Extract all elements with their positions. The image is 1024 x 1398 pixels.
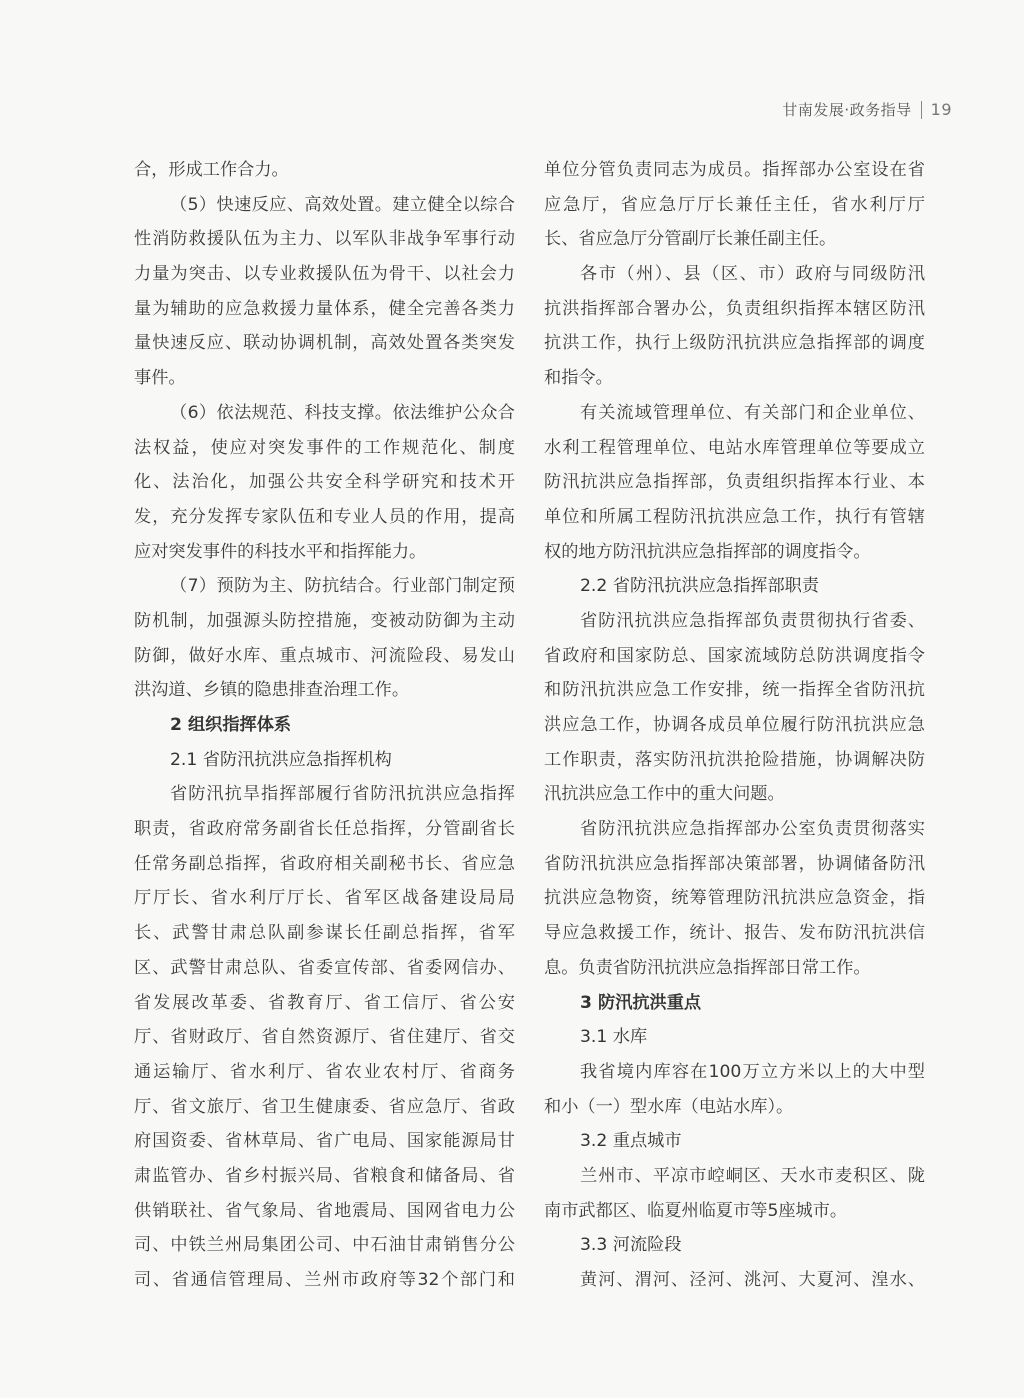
text-line: 有关流域管理单位、有关部门和企业单位、: [580, 402, 925, 423]
text-line: 防御，做好水库、重点城市、河流险段、易发山: [134, 645, 515, 666]
text-line: 职责，省政府常务副省长任总指挥，分管副省长: [134, 819, 515, 840]
header-divider: [921, 101, 922, 119]
text-line: 省防汛抗旱指挥部履行省防汛抗洪应急指挥: [170, 784, 515, 805]
text-line: 汛抗洪应急工作中的重大问题。: [544, 784, 785, 805]
text-line: 厅厅长、省水利厅厅长、省军区战备建设局局: [134, 888, 515, 909]
text-line: 量为辅助的应急救援力量体系，健全完善各类力: [134, 298, 515, 319]
text-line: 我省境内库容在100万立方米以上的大中型: [580, 1061, 925, 1082]
page-number: 19: [930, 100, 952, 119]
text-line: 化、法治化，加强公共安全科学研究和技术开: [134, 472, 515, 493]
text-line: 厅、省文旅厅、省卫生健康委、省应急厅、省政: [134, 1096, 515, 1117]
left-column: [134, 153, 515, 1298]
text-line: 工作职责，落实防汛抗洪抢险措施，协调解决防: [544, 749, 925, 770]
text-line: 防汛抗洪应急指挥部，负责组织指挥本行业、本: [544, 472, 925, 493]
text-line: 力量为突击、以专业救援队伍为骨干、以社会力: [134, 264, 515, 285]
text-line: 息。负责省防汛抗洪应急指挥部日常工作。: [544, 957, 871, 978]
text-line: 应对突发事件的科技水平和指挥能力。: [134, 541, 427, 562]
text-line: 法权益，使应对突发事件的工作规范化、制度: [134, 437, 515, 458]
section-heading: 3.2 重点城市: [580, 1131, 682, 1152]
text-line: 防机制，加强源头防控措施，变被动防御为主动: [134, 610, 515, 631]
text-line: 司、中铁兰州局集团公司、中石油甘肃销售分公: [134, 1235, 515, 1256]
text-line: 司、省通信管理局、兰州市政府等32个部门和: [134, 1270, 515, 1290]
text-line: 事件。: [134, 368, 186, 389]
section-heading: 2.2 省防汛抗洪应急指挥部职责: [580, 576, 820, 597]
text-line: 长、省应急厅分管副厅长兼任副主任。: [544, 229, 837, 250]
text-line: 省防汛抗洪应急指挥部负责贯彻执行省委、: [580, 610, 925, 631]
text-line: 省发展改革委、省教育厅、省工信厅、省公安: [134, 992, 515, 1013]
text-line: 黄河、渭河、泾河、洮河、大夏河、湟水、: [580, 1270, 925, 1290]
text-line: 各市（州）、县（区、市）政府与同级防汛: [580, 264, 925, 285]
text-line: 区、武警甘肃总队、省委宣传部、省委网信办、: [134, 957, 515, 978]
text-line: 兰州市、平凉市崆峒区、天水市麦积区、陇: [580, 1165, 925, 1186]
text-line: 和防汛抗洪应急工作安排，统一指挥全省防汛抗: [544, 680, 925, 701]
text-line: （6）依法规范、科技支撑。依法维护公众合: [170, 402, 515, 423]
text-line: 单位分管负责同志为成员。指挥部办公室设在省: [544, 160, 925, 180]
text-line: （7）预防为主、防抗结合。行业部门制定预: [170, 576, 515, 597]
text-line: 厅、省财政厅、省自然资源厅、省住建厅、省交: [134, 1027, 515, 1048]
header-title: 甘南发展·政务指导: [782, 101, 912, 119]
right-column: [544, 153, 925, 1298]
text-line: 量快速反应、联动协调机制，高效处置各类突发: [134, 333, 515, 354]
running-header: [782, 99, 952, 120]
text-line: 省防汛抗洪应急指挥部办公室负责贯彻落实: [580, 819, 925, 840]
text-line: 导应急救援工作，统计、报告、发布防汛抗洪信: [544, 923, 925, 944]
text-line: 通运输厅、省水利厅、省农业农村厅、省商务: [134, 1061, 515, 1082]
text-line: 府国资委、省林草局、省广电局、国家能源局甘: [134, 1131, 515, 1152]
text-line: 洪应急工作，协调各成员单位履行防汛抗洪应急: [544, 715, 925, 735]
text-line: 性消防救援队伍为主力、以军队非战争军事行动: [134, 229, 515, 250]
text-line: 抗洪指挥部合署办公，负责组织指挥本辖区防汛: [544, 298, 925, 319]
text-line: 任常务副总指挥，省政府相关副秘书长、省应急: [134, 853, 515, 874]
text-line: 发，充分发挥专家队伍和专业人员的作用，提高: [134, 506, 515, 527]
text-line: 和小（一）型水库（电站水库）。: [544, 1096, 794, 1117]
text-line: 和指令。: [544, 368, 613, 389]
text-line: 长、武警甘肃总队副参谋长任副总指挥，省军: [134, 923, 515, 944]
text-line: 供销联社、省气象局、省地震局、国网省电力公: [134, 1200, 515, 1221]
section-heading: 3 防汛抗洪重点: [580, 992, 702, 1013]
text-line: 南市武都区、临夏州临夏市等5座城市。: [544, 1200, 848, 1221]
text-line: 省政府和国家防总、国家流域防总防洪调度指令: [544, 645, 925, 666]
text-line: 洪沟道、乡镇的隐患排查治理工作。: [134, 680, 410, 701]
text-line: 抗洪工作，执行上级防汛抗洪应急指挥部的调度: [544, 333, 925, 354]
text-line: 抗洪应急物资，统筹管理防汛抗洪应急资金，指: [544, 888, 925, 909]
section-heading: 3.1 水库: [580, 1027, 648, 1048]
text-line: 水利工程管理单位、电站水库管理单位等要成立: [544, 437, 925, 458]
section-heading: 3.3 河流险段: [580, 1235, 682, 1256]
text-line: 省防汛抗洪应急指挥部决策部署，协调储备防汛: [544, 853, 925, 874]
text-line: 权的地方防汛抗洪应急指挥部的调度指令。: [544, 541, 871, 562]
text-line: 单位和所属工程防汛抗洪应急工作，执行有管辖: [544, 506, 925, 527]
text-line: 合，形成工作合力。: [134, 160, 289, 180]
text-line: 肃监管办、省乡村振兴局、省粮食和储备局、省: [134, 1165, 515, 1186]
text-line: （5）快速反应、高效处置。建立健全以综合: [170, 194, 515, 215]
text-line: 应急厅，省应急厅厅长兼任主任，省水利厅厅: [544, 194, 925, 215]
section-heading: 2 组织指挥体系: [170, 715, 292, 735]
section-heading: 2.1 省防汛抗洪应急指挥机构: [170, 749, 392, 770]
